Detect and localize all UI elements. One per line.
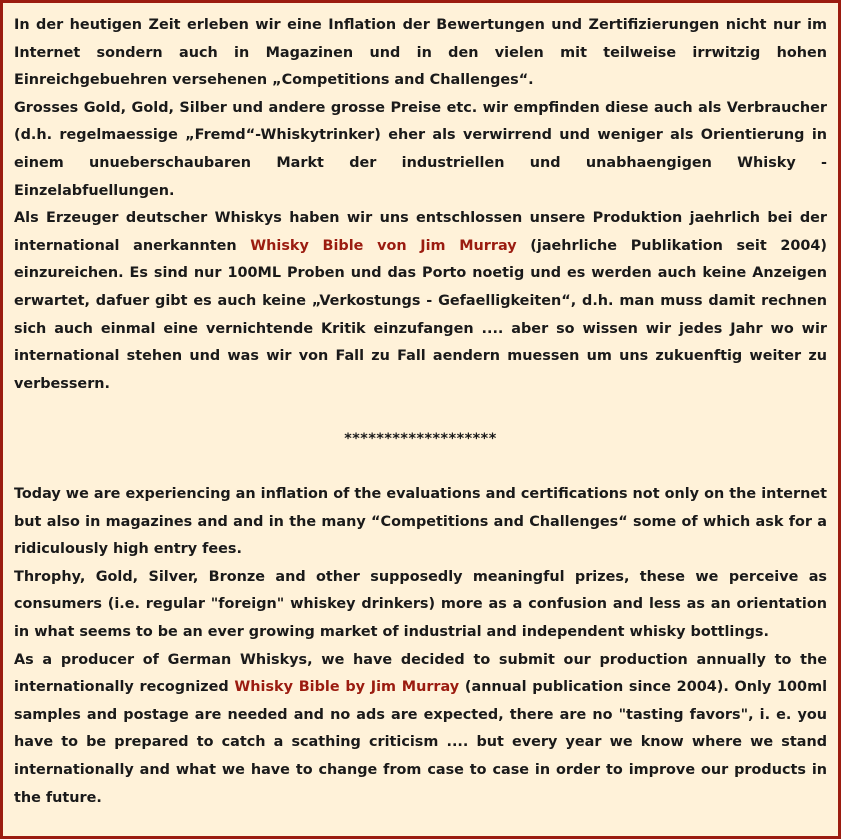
english-paragraph-3-start: As a producer of German Whiskys, we have decided to submit our production annually to the internationally recognized bbox=[14, 651, 827, 696]
whisky-bible-link-de[interactable]: Whisky Bible von Jim Murray bbox=[250, 237, 517, 254]
english-paragraph-1: Today we are experiencing an inflation of the evaluations and certifications not only on the internet but also in magazines and and in the many “Competitions and Challenges“ some of which ask for a ridiculously high entry fees. bbox=[14, 486, 827, 558]
english-paragraph-3 bbox=[14, 647, 827, 813]
german-paragraph-1: In der heutigen Zeit erleben wir eine Inflation der Bewertungen und Zertifizierungen nicht nur im Internet sondern auch in Magazinen und in den vielen mit teilweise irrwitzig hohen Einreichgebuehren versehenen „Competitions and Challenges“. bbox=[14, 17, 827, 89]
german-paragraph-3-end: (jaehrliche Publikation seit 2004) einzureichen. Es sind nur 100ML Proben und das Porto noetig und es werden auch keine Anzeigen erwartet, dafuer gibt es auch keine „Verkostungs - Gefaelligkeiten“, d.h. man muss damit rechnen sich auch einmal eine vernichtende Kritik einzufangen .... aber so wissen wir jedes Jahr wo wir international stehen und was wir von Fall zu Fall aendern muessen um uns zukuenftig weiter zu verbessern. bbox=[14, 237, 827, 392]
german-paragraph-3 bbox=[14, 205, 827, 398]
whisky-bible-link-en[interactable]: Whisky Bible by Jim Murray bbox=[234, 679, 460, 696]
german-paragraph-3-start: Als Erzeuger deutscher Whiskys haben wir uns entschlossen unsere Produktion jaehrlich bei der international anerkannten bbox=[14, 210, 827, 254]
section-divider: ******************* bbox=[344, 430, 497, 447]
german-paragraph-2: Grosses Gold, Gold, Silber und andere grosse Preise etc. wir empfinden diese auch als Verbraucher (d.h. regelmaessige „Fremd“-Whiskytrinker) eher als verwirrend und weniger als Orientierung in einem unueberschaubaren Markt der industriellen und unabhaengigen Whisky - Einzelabfuellungen. bbox=[14, 99, 827, 199]
english-paragraph-3-end: (annual publication since 2004). Only 100ml samples and postage are needed and no ads are expected, there are no "tasting favors", i. e. you have to be prepared to catch a scathing criticism .... but every year we know where we stand internationally and what we have to change from case to case in order to improve our products in the future. bbox=[14, 679, 827, 806]
english-paragraph-2: Throphy, Gold, Silver, Bronze and other supposedly meaningful prizes, these we perceive as consumers (i.e. regular "foreign" whiskey drinkers) more as a confusion and less as an orientation in what seems to be an ever growing market of industrial and independent whisky bottlings. bbox=[14, 568, 827, 641]
